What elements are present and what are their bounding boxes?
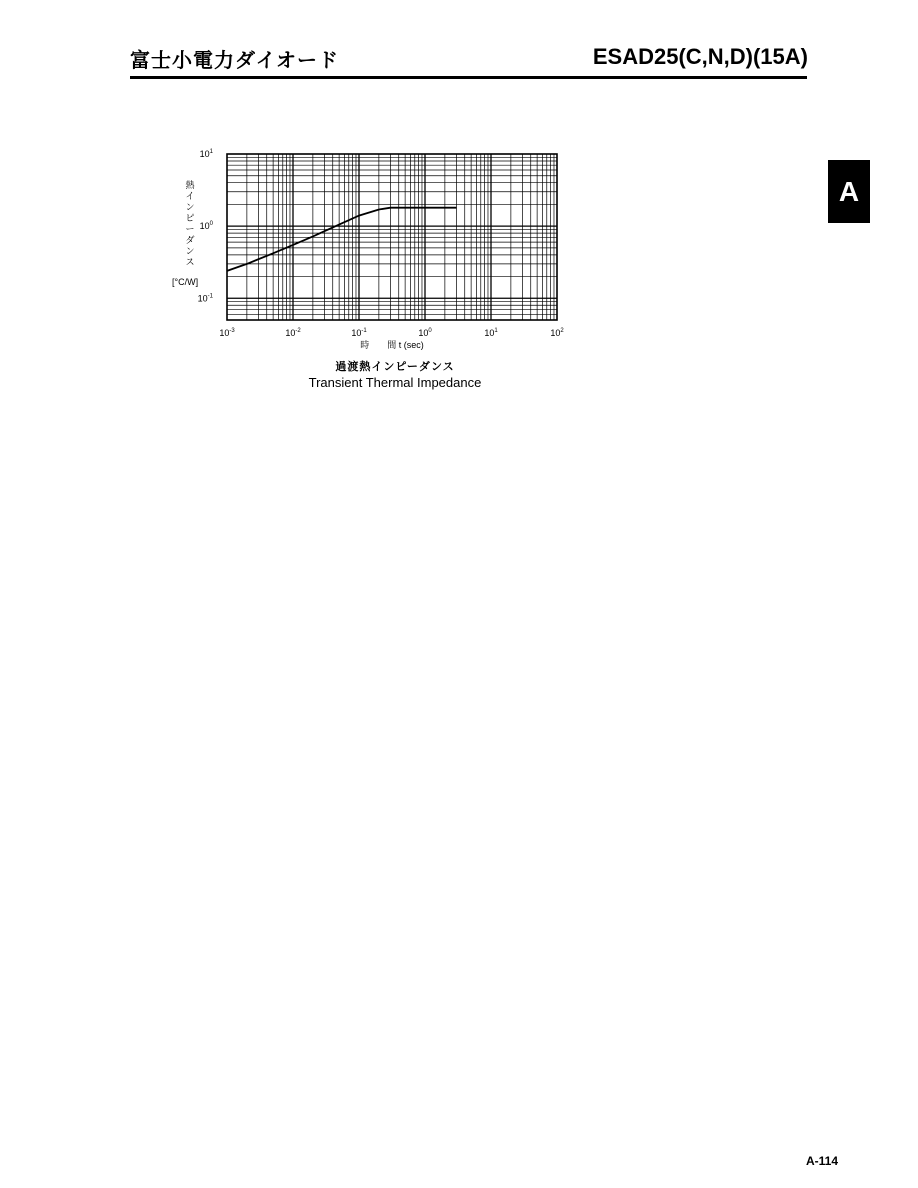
x-tick-label: $10^{-2}$ — [285, 328, 301, 338]
caption-japanese: 過渡熱インピーダンス — [335, 360, 455, 373]
y-tick-labels — [198, 149, 214, 303]
header-right-title: ESAD25(C,N,D)(15A) — [592, 44, 808, 69]
x-tick-label: $10^0$ — [418, 328, 432, 338]
section-tab: A — [828, 160, 870, 223]
x-tick-label: $10^{-3}$ — [219, 328, 235, 338]
y-axis-unit: [°C/W] — [172, 277, 199, 287]
y-axis-label: 熱インピーダンス — [185, 180, 195, 267]
header-rule — [130, 76, 807, 79]
x-tick-labels — [219, 328, 564, 338]
chart-grid — [227, 154, 557, 320]
x-axis-label: 時 間 t (sec) — [360, 340, 424, 350]
page-number: A-114 — [806, 1154, 839, 1168]
chart — [160, 140, 580, 355]
x-tick-label: $10^2$ — [550, 328, 564, 338]
header-left-title: 富士小電力ダイオード — [130, 48, 339, 72]
y-tick-label: $10^0$ — [199, 221, 213, 232]
y-tick-label: $10^1$ — [199, 149, 213, 159]
caption-english: Transient Thermal Impedance — [308, 375, 482, 390]
x-tick-label: $10^1$ — [484, 328, 498, 338]
x-tick-label: $10^{-1}$ — [351, 328, 367, 338]
y-tick-label: $10^{-1}$ — [197, 293, 213, 304]
